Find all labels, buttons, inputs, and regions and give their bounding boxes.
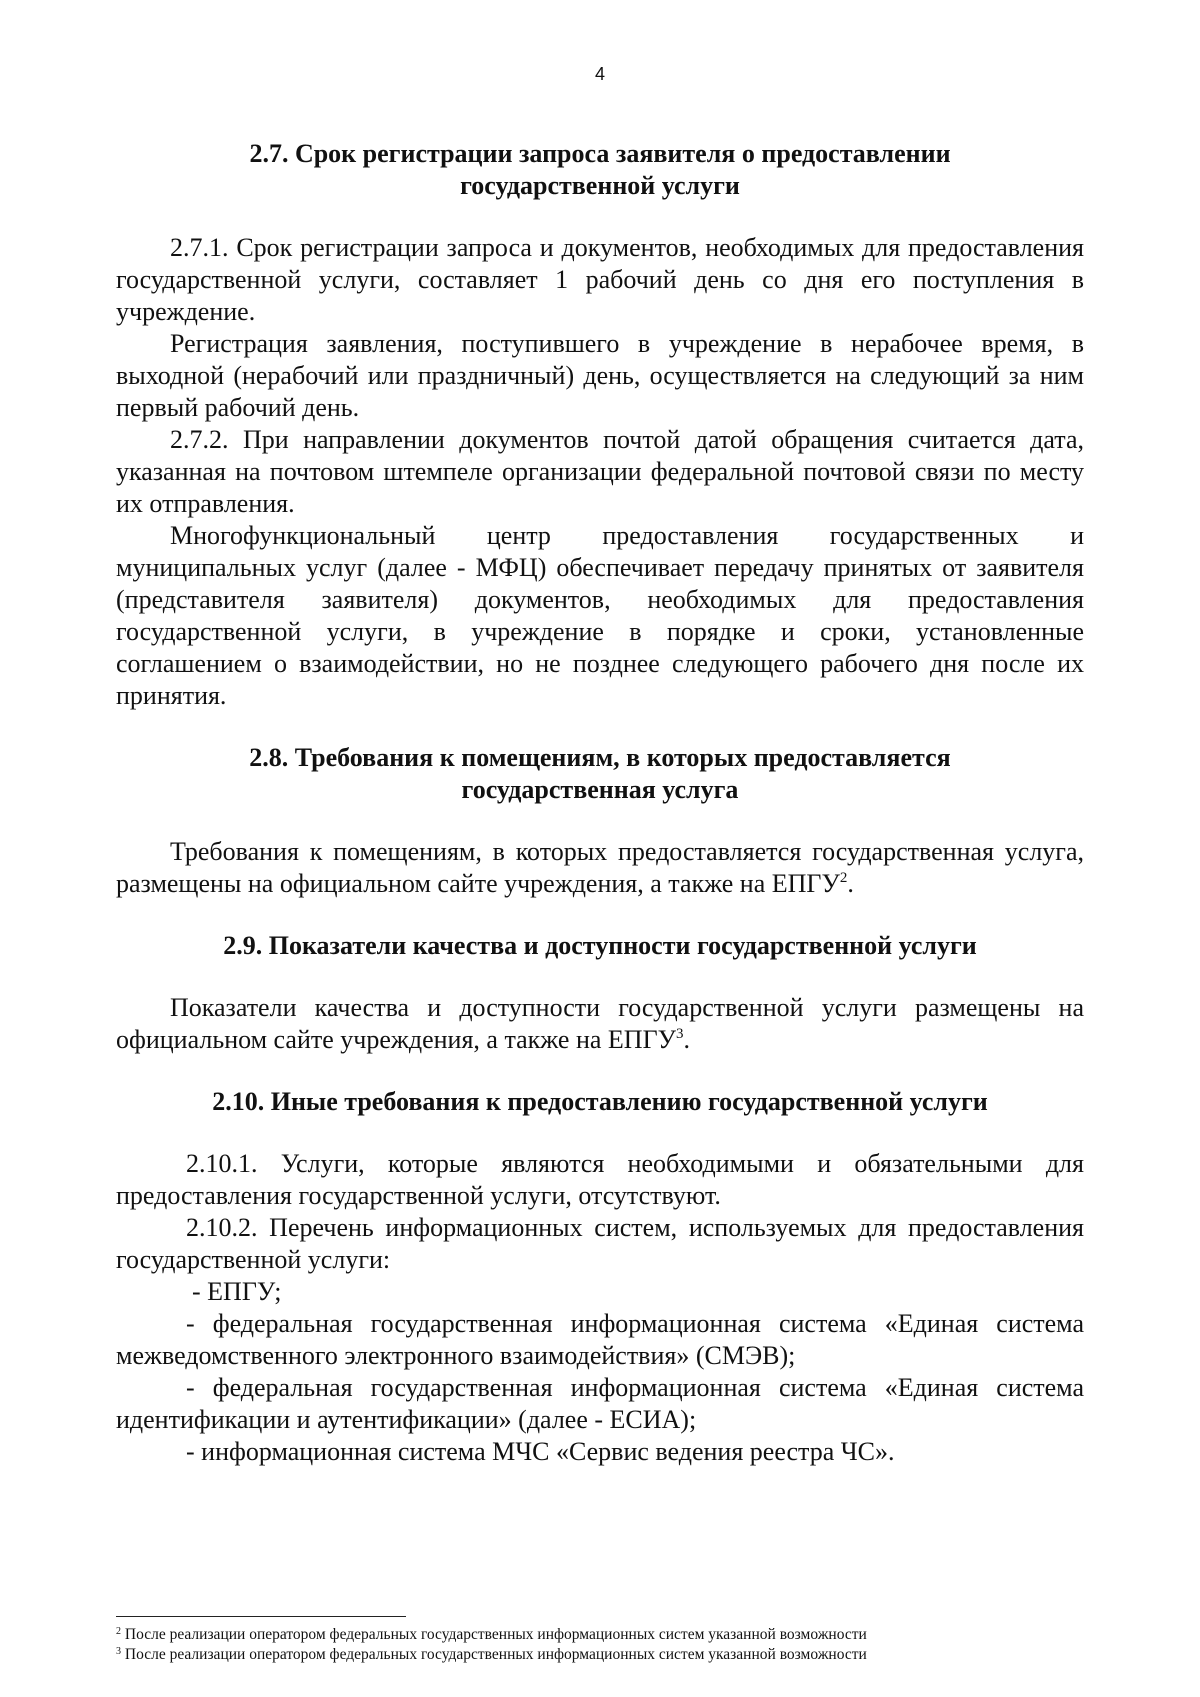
section-2-7 [116,138,1084,712]
list-item-mchs: - информационная система МЧС «Сервис ведения реестра ЧС». [186,1437,895,1466]
section-2-9-heading: 2.9. Показатели качества и доступности государственной услуги [223,931,977,960]
section-2-10-paragraph-2: 2.10.2. Перечень информационных систем, используемых для предоставления государственной услуги: [116,1213,1084,1274]
footnote-2 [116,1625,1116,1645]
section-2-9-paragraph-1-end: . [683,1025,691,1054]
document-body [116,138,1084,1468]
footnote-3-mark: 3 [116,1646,121,1657]
list-item-smev: - федеральная государственная информационная система «Единая система межведомственного электронного взаимодействия» (СМЭВ); [116,1309,1084,1370]
section-2-7-paragraph-4: Многофункциональный центр предоставления государственных и муниципальных услуг (далее - МФЦ) обеспечивает передачу принятых от заявителя (представителя заявителя) документов, необходимых для предоставления государственной услуги, в учреждение в порядке и сроки, установленные соглашением о взаимодействии, но не позднее следующего рабочего дня после их принятия. [116,521,1084,710]
section-2-9 [116,930,1084,1056]
footnote-ref-3: 3 [676,1026,684,1042]
section-2-8-heading-line2: государственная услуга [461,775,739,804]
list-item-epgu: - ЕПГУ; [192,1277,282,1306]
footnotes [116,1625,1116,1665]
section-2-8-paragraph-1-end: . [847,869,854,898]
section-2-8 [116,742,1084,900]
section-2-10-heading: 2.10. Иные требования к предоставлению государственной услуги [212,1087,988,1116]
section-2-8-heading-line1: 2.8. Требования к помещениям, в которых предоставляется [249,743,951,772]
section-2-8-paragraph-1 [116,836,1084,900]
section-2-7-heading-line2: государственной услуги [460,171,740,200]
footnote-2-mark: 2 [116,1626,121,1637]
section-2-7-paragraph-1: 2.7.1. Срок регистрации запроса и документов, необходимых для предоставления государственной услуги, составляет 1 рабочий день со дня его поступления в учреждение. [116,233,1084,326]
section-2-7-heading-line1: 2.7. Срок регистрации запроса заявителя о предоставлении [249,139,951,168]
footnote-separator [116,1616,406,1617]
section-2-9-paragraph-1-text: Показатели качества и доступности государственной услуги размещены на официальном сайте учреждения, а также на ЕПГУ [116,993,1084,1054]
section-2-10-paragraph-1: 2.10.1. Услуги, которые являются необходимыми и обязательными для предоставления государственной услуги, отсутствуют. [116,1149,1084,1210]
section-2-7-paragraph-2: Регистрация заявления, поступившего в учреждение в нерабочее время, в выходной (нерабочий или праздничный) день, осуществляется на следующий за ним первый рабочий день. [116,329,1084,422]
footnote-2-text: После реализации оператором федеральных государственных информационных систем указанной возможности [121,1626,867,1643]
page-number: 4 [594,64,605,84]
footnote-3 [116,1645,1116,1665]
list-item-esia: - федеральная государственная информационная система «Единая система идентификации и аутентификации» (далее - ЕСИА); [116,1373,1084,1434]
footnote-ref-2: 2 [839,870,848,886]
section-2-10 [116,1086,1084,1468]
section-2-7-paragraph-3: 2.7.2. При направлении документов почтой датой обращения считается дата, указанная на почтовом штемпеле организации федеральной почтовой связи по месту их отправления. [116,425,1084,518]
footnote-3-text: После реализации оператором федеральных государственных информационных систем указанной возможности [121,1646,867,1663]
section-2-9-paragraph-1 [116,992,1084,1056]
section-2-8-paragraph-1-text: Требования к помещениям, в которых предоставляется государственная услуга, размещены на официальном сайте учреждения, а также на ЕПГУ [116,837,1084,898]
